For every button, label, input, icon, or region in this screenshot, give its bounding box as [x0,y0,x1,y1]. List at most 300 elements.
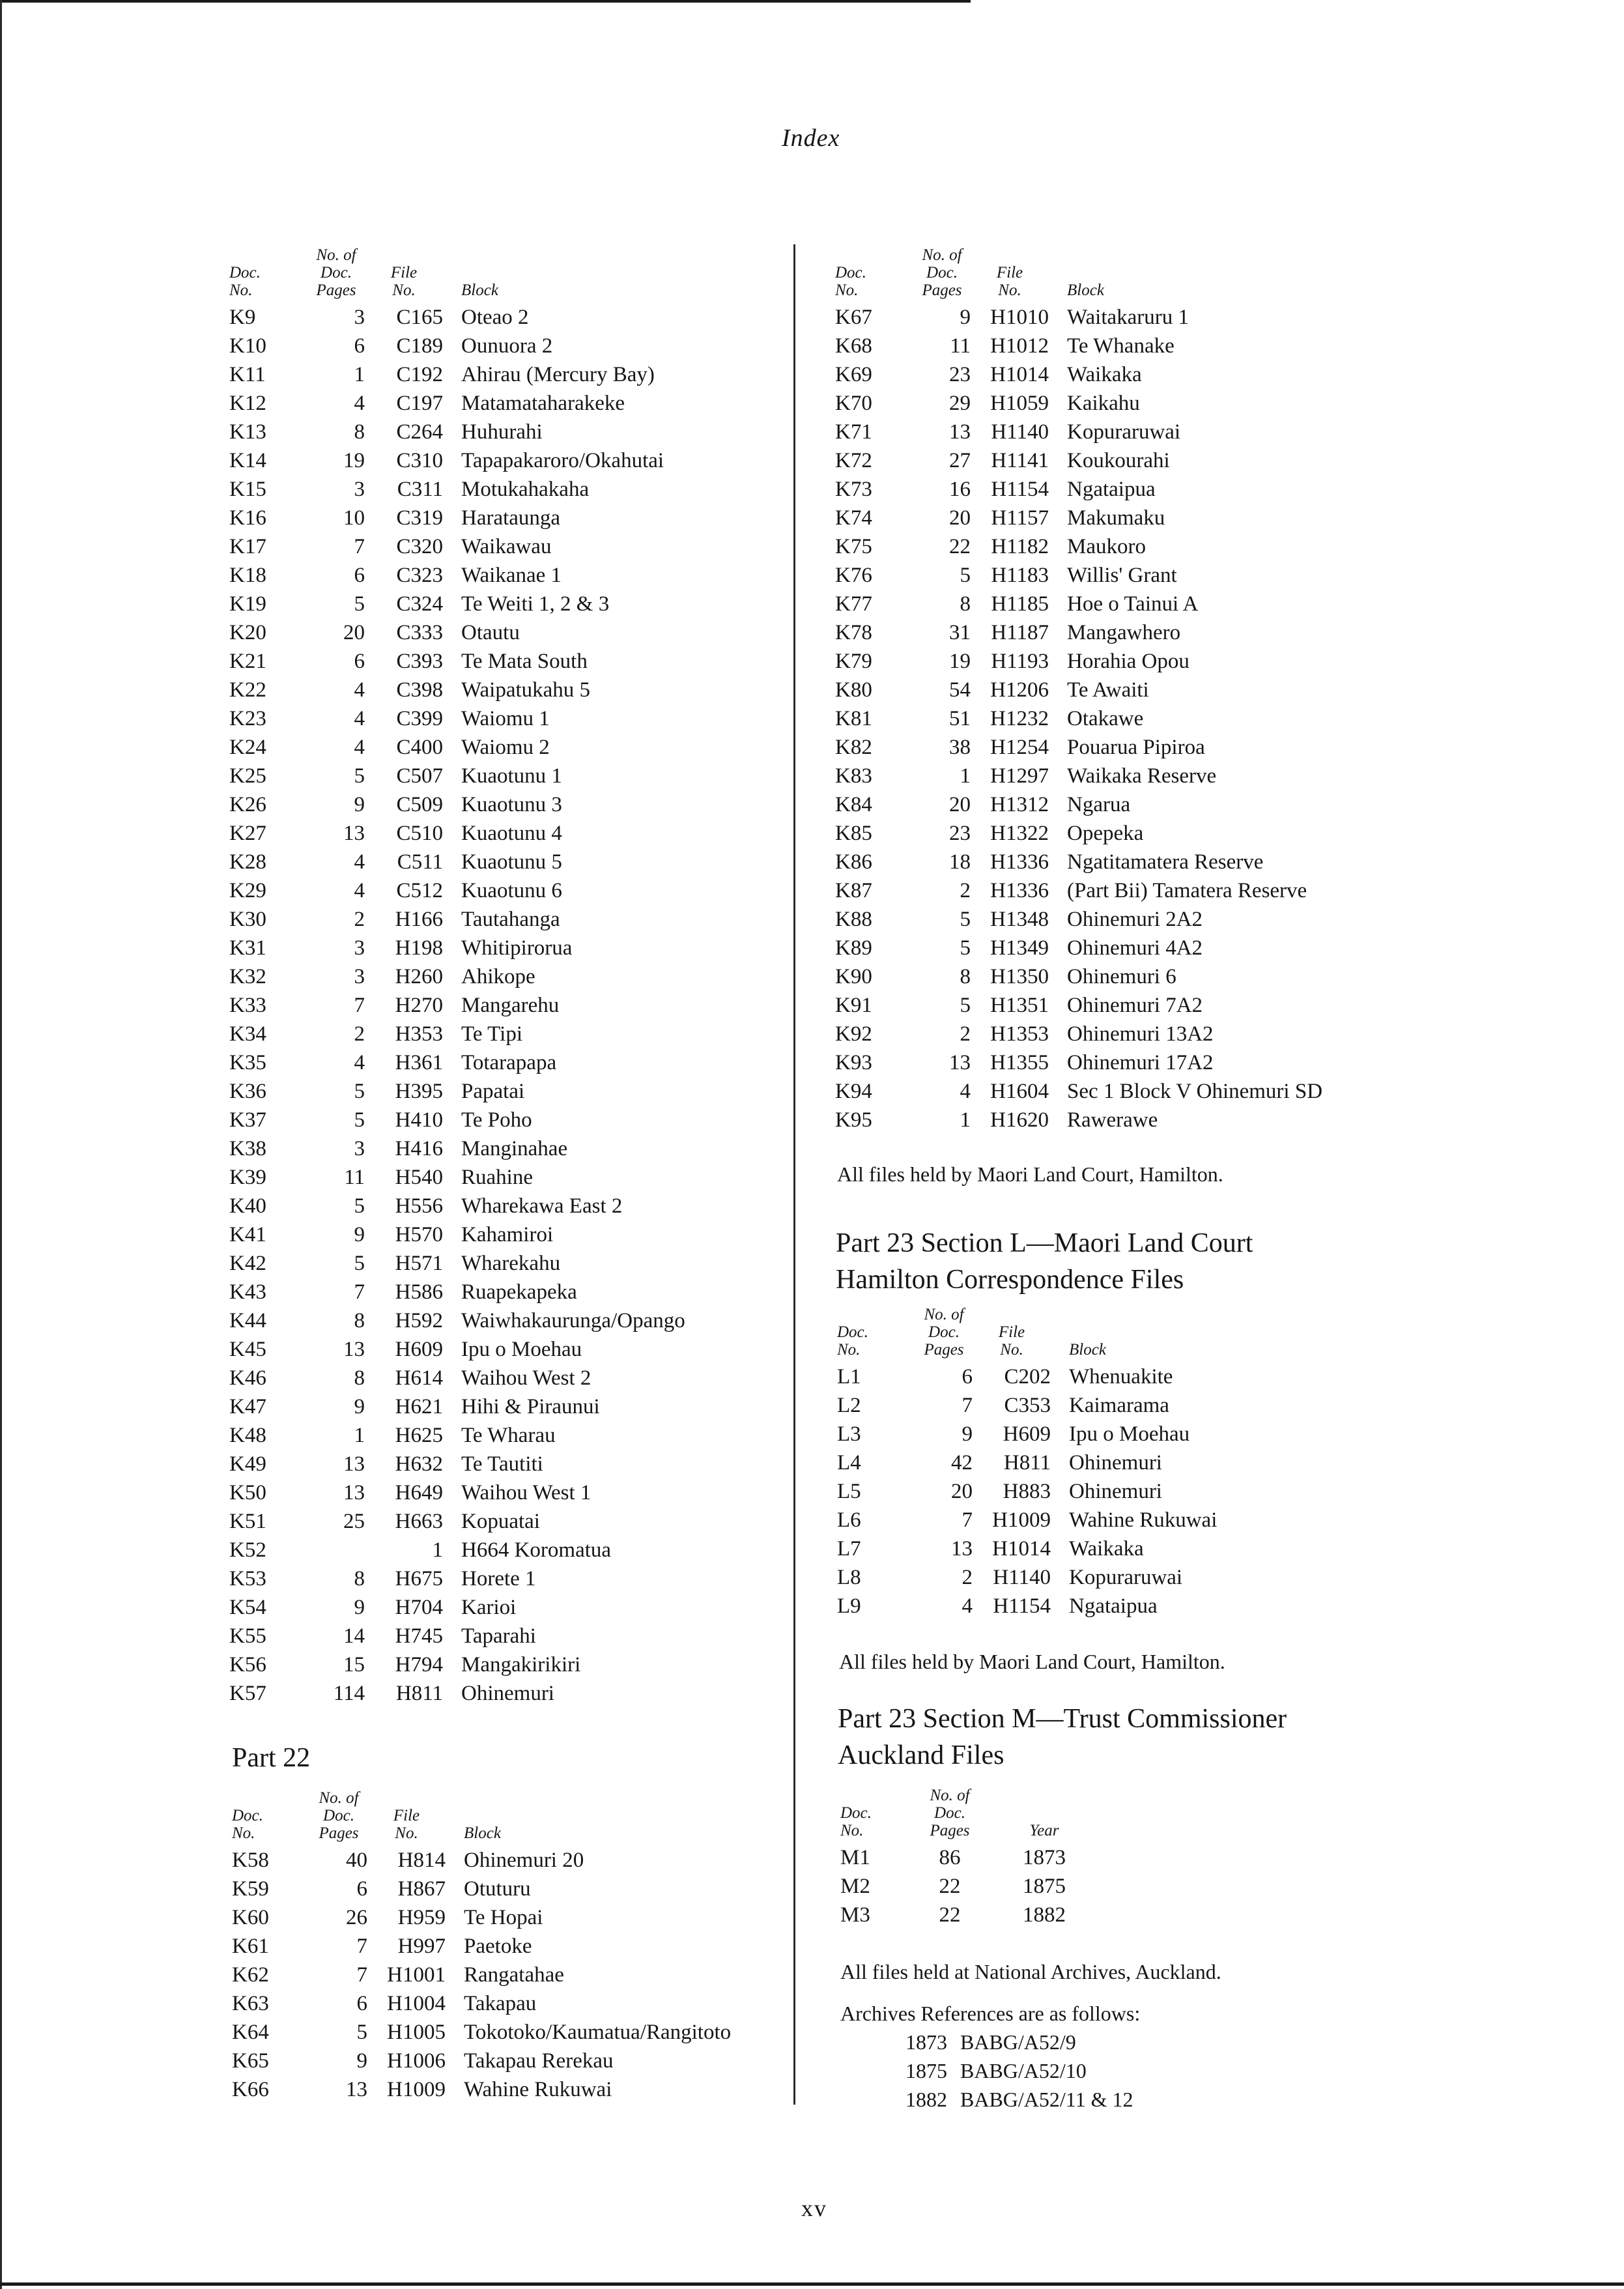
doc-pages: 51 [949,707,971,730]
page-number: xv [801,2195,827,2221]
block-name: Horete 1 [461,1567,536,1591]
left-edge-rule [0,0,2,2289]
column-divider [793,244,795,2105]
doc-pages: 5 [960,936,971,960]
sectionM-header-row [840,1787,1106,1843]
block-name: (Part Bii) Tamatera Reserve [1067,879,1307,902]
table-row [232,1875,770,1903]
doc-pages: 13 [343,822,365,845]
file-number: H959 [397,1906,446,1929]
table-row [229,1077,735,1106]
doc-number: K49 [229,1452,266,1476]
block-name: Mangawhero [1067,621,1181,644]
doc-pages: 5 [354,1252,365,1275]
pages-header-line1: No. of [930,1787,970,1804]
table-row [835,762,1380,790]
table-row [835,1077,1380,1106]
page-title: Index [782,124,840,152]
doc-number: K74 [835,506,872,530]
doc-pages: 5 [354,592,365,616]
block-name: Huhurahi [461,420,543,444]
file-number: C399 [396,707,443,730]
doc-pages: 22 [949,535,971,558]
block-name: Taparahi [461,1624,536,1648]
table-row [835,1106,1380,1134]
file-number: H556 [395,1194,443,1218]
block-name: Ahikope [461,965,535,988]
table-row [837,1563,1343,1592]
doc-number: K47 [229,1395,266,1418]
doc-pages: 22 [939,1875,961,1898]
block-name: Hihi & Piraunui [461,1395,600,1418]
file-no-header [971,246,1049,303]
table-row [835,561,1380,590]
doc-number: K52 [229,1538,266,1562]
doc-number: K32 [229,965,266,988]
doc-number: K15 [229,478,266,501]
pages-header-line1: No. of [319,1789,359,1807]
file-number: H1185 [991,592,1049,616]
block-name: Motukahakaha [461,478,590,501]
block-name: Mangakirikiri [461,1653,581,1677]
file-number: H1322 [990,822,1049,845]
doc-pages: 7 [356,1963,367,1987]
sectionM-heading-line1: Part 23 Section M—Trust Commissioner [838,1704,1287,1734]
block-name: Te Mata South [461,650,588,673]
table-row [837,1420,1343,1448]
doc-number: K79 [835,650,872,673]
doc-header-line1: Doc. [232,1807,263,1824]
table-row [229,676,735,704]
file-number: H625 [395,1424,443,1447]
doc-pages: 11 [950,334,971,358]
block-name: Takapau [464,1992,537,2015]
doc-number: K55 [229,1624,266,1648]
block-name: Waipatukahu 5 [461,678,591,702]
file-number: H1154 [991,478,1049,501]
table-row [835,819,1380,848]
table-row [835,1020,1380,1048]
doc-number: K12 [229,392,266,415]
archives-reference-list [905,2028,1133,2114]
block-name: Takapau Rerekau [464,2049,614,2073]
pages-header-line2: Doc. [926,264,958,281]
doc-pages: 27 [949,449,971,472]
table-row [835,446,1380,475]
doc-header-line1: Doc. [835,264,866,281]
table-row [229,360,735,389]
doc-number: K92 [835,1022,872,1046]
part22-heading: Part 22 [232,1743,311,1773]
file-number: H410 [395,1108,443,1132]
file-number: H166 [395,908,443,931]
doc-pages: 4 [354,879,365,902]
file-number: H997 [397,1935,446,1958]
block-name: Kopuraruwai [1067,420,1181,444]
doc-number: K29 [229,879,266,902]
doc-pages: 9 [354,1223,365,1246]
file-number: H614 [395,1366,443,1390]
doc-pages: 9 [960,306,971,329]
doc-number: K62 [232,1963,269,1987]
block-name: Ohinemuri [461,1682,554,1705]
doc-pages: 3 [354,965,365,988]
table-row [835,504,1380,532]
doc-number: K17 [229,535,266,558]
file-number: C165 [396,306,443,329]
block-name: Ohinemuri 4A2 [1067,936,1203,960]
table-row [837,1477,1343,1506]
doc-pages-header [915,1306,973,1362]
table-row [835,962,1380,991]
doc-number: K78 [835,621,872,644]
doc-number: K61 [232,1935,269,1958]
block-name: Paetoke [464,1935,532,1958]
file-header-line2: No. [1000,1341,1023,1359]
block-name: Waikawau [461,535,552,558]
file-number: H609 [1003,1422,1051,1446]
file-number: H1009 [992,1508,1051,1532]
file-number: H592 [395,1309,443,1332]
doc-pages-header [310,1789,367,1846]
file-number: H198 [395,936,443,960]
doc-pages: 6 [356,1877,367,1901]
year-header-label: Year [1029,1822,1059,1839]
block-name: Harataunga [461,506,561,530]
doc-number: K13 [229,420,266,444]
table-row [229,618,735,647]
block-name: Oteao 2 [461,306,529,329]
table-row [229,1306,735,1335]
header-row [837,1306,1343,1362]
block-name: Waihou West 2 [461,1366,591,1390]
file-header-line2: No. [392,281,416,299]
block-name: Pouarua Pipiroa [1067,736,1205,759]
doc-number: K69 [835,363,872,386]
doc-number: L2 [837,1394,861,1417]
doc-number: K86 [835,850,872,874]
doc-pages: 20 [343,621,365,644]
block-name: Whitipirorua [461,936,573,960]
archives-year: 1882 [905,2088,947,2111]
doc-pages: 4 [354,707,365,730]
doc-pages: 14 [343,1624,365,1648]
block-name: Maukoro [1067,535,1146,558]
table-row [229,1048,735,1077]
sectionM-table [840,1787,1106,1929]
doc-pages: 42 [951,1451,973,1475]
doc-number: K25 [229,764,266,788]
doc-pages: 29 [949,392,971,415]
table-row [229,934,735,962]
doc-number: L3 [837,1422,861,1446]
doc-number: K30 [229,908,266,931]
doc-pages: 25 [343,1510,365,1533]
file-number: C323 [396,564,443,587]
archives-reference [905,2085,1133,2114]
file-number: H1141 [991,449,1049,472]
pages-header-line3: Pages [922,281,962,299]
file-number: H621 [395,1395,443,1418]
table-row [229,733,735,762]
file-number: H1140 [993,1566,1051,1589]
table-row [232,1932,770,1961]
doc-pages: 23 [949,363,971,386]
table-row [229,504,735,532]
doc-number: K57 [229,1682,266,1705]
year: 1873 [1023,1846,1066,1869]
doc-pages [307,1536,365,1564]
doc-number: K80 [835,678,872,702]
doc-number: K43 [229,1280,266,1304]
year: 1882 [1023,1903,1066,1927]
doc-no-header [835,246,913,303]
doc-pages: 20 [949,506,971,530]
doc-pages: 31 [949,621,971,644]
block-name: Ipu o Moehau [1069,1422,1190,1446]
block-name: Ipu o Moehau [461,1338,582,1361]
table-row [229,1163,735,1192]
table-row [229,647,735,676]
block-name: Totarapapa [461,1051,557,1074]
doc-number: K26 [229,793,266,816]
table-row [229,1192,735,1220]
block-header [1049,246,1380,303]
doc-header-line2: No. [835,281,859,299]
file-number: H1349 [990,936,1049,960]
doc-number: K81 [835,707,872,730]
table-row [837,1592,1343,1620]
table-row [232,1846,770,1875]
table-row [229,905,735,934]
doc-pages: 9 [354,1596,365,1619]
table-row [835,991,1380,1020]
block-name: Waihou West 1 [461,1481,591,1504]
doc-number: K88 [835,908,872,931]
doc-number: K87 [835,879,872,902]
block-name: Rangatahae [464,1963,564,1987]
block-name: Waiomu 1 [461,707,550,730]
doc-number: K67 [835,306,872,329]
doc-number: K18 [229,564,266,587]
block-name: Te Whanake [1067,334,1175,358]
doc-no-header [232,1789,310,1846]
doc-pages: 7 [356,1935,367,1958]
doc-pages: 7 [962,1508,973,1532]
doc-pages: 18 [949,850,971,874]
doc-number: K21 [229,650,266,673]
bottom-rule [0,2282,1624,2286]
doc-pages: 7 [962,1394,973,1417]
block-name: Kopuatai [461,1510,540,1533]
archives-ref: BABG/A52/9 [960,2030,1076,2054]
doc-pages: 8 [354,1366,365,1390]
block-name: Manginahae [461,1137,568,1160]
file-number: H867 [397,1877,446,1901]
file-number: C320 [396,535,443,558]
file-no-header [973,1306,1051,1362]
doc-pages: 4 [354,1051,365,1074]
table-row [232,2018,770,2047]
table-row [232,2047,770,2075]
pages-header-line2: Doc. [934,1804,965,1822]
doc-pages: 38 [949,736,971,759]
doc-pages: 6 [354,334,365,358]
doc-number: M1 [840,1846,870,1869]
doc-pages: 19 [949,650,971,673]
block-name: Rawerawe [1067,1108,1158,1132]
block-name: Kaimarama [1069,1394,1169,1417]
table-row [835,389,1380,418]
block-header-label: Block [464,1824,501,1842]
doc-number: K75 [835,535,872,558]
table-row [837,1506,1343,1534]
archives-ref: BABG/A52/10 [960,2059,1087,2082]
file-number: H1010 [990,306,1049,329]
block-name: Ohinemuri 2A2 [1067,908,1203,931]
doc-pages: 7 [354,1280,365,1304]
block-name: Kahamiroi [461,1223,554,1246]
block-name: Ohinemuri 7A2 [1067,994,1203,1017]
doc-number: K14 [229,449,266,472]
doc-number: K90 [835,965,872,988]
file-number: H1297 [990,764,1049,788]
doc-pages: 6 [962,1365,973,1389]
table-row [835,848,1380,876]
file-number: H1232 [990,707,1049,730]
block-name: Te Tautiti [461,1452,543,1476]
file-number: H1012 [990,334,1049,358]
file-number: C511 [397,850,443,874]
doc-number: K89 [835,936,872,960]
table-row [229,876,735,905]
file-number: C197 [396,392,443,415]
block-name: Ohinemuri [1069,1480,1162,1503]
archives-year: 1873 [905,2030,947,2054]
file-number: H1006 [387,2049,446,2073]
year: 1875 [1023,1875,1066,1898]
doc-number: K27 [229,822,266,845]
file-number: C507 [396,764,443,788]
doc-number: K24 [229,736,266,759]
table-row [229,1392,735,1421]
block-name: Hoe o Tainui A [1067,592,1199,616]
block-header-label: Block [1069,1341,1106,1359]
doc-pages: 16 [949,478,971,501]
block-name: Kuaotunu 4 [461,822,562,845]
doc-header-line2: No. [229,281,253,299]
block-header [1051,1306,1343,1362]
table-row [229,1335,735,1364]
file-number: H1312 [990,793,1049,816]
table-row [229,1593,735,1622]
doc-number: K72 [835,449,872,472]
table-row [229,762,735,790]
doc-number: K51 [229,1510,266,1533]
top-rule [0,0,971,3]
block-name: Kuaotunu 1 [461,764,562,788]
doc-number: K93 [835,1051,872,1074]
right-table-note: All files held by Maori Land Court, Hamilton. [837,1162,1223,1186]
file-number: H609 [395,1338,443,1361]
doc-number: K40 [229,1194,266,1218]
file-number: 1 [432,1538,443,1562]
file-number: H745 [395,1624,443,1648]
block-name: Wahine Rukuwai [464,2078,612,2101]
file-number: H270 [395,994,443,1017]
index-table-right [835,246,1380,1134]
block-name: Kuaotunu 5 [461,850,562,874]
block-header-label: Block [1067,281,1104,299]
doc-number: K71 [835,420,872,444]
file-number: H1014 [992,1537,1051,1561]
block-name: Waiomu 2 [461,736,550,759]
sectionM-heading [838,1701,1287,1774]
file-number: H1059 [990,392,1049,415]
doc-header-line1: Doc. [840,1804,872,1822]
doc-number: K33 [229,994,266,1017]
table-row [835,676,1380,704]
block-name: Ruahine [461,1166,533,1189]
block-name: Ngarua [1067,793,1131,816]
doc-number: K95 [835,1108,872,1132]
file-number: H1620 [990,1108,1049,1132]
file-number: C202 [1004,1365,1051,1389]
doc-number: K53 [229,1567,266,1591]
table-row [229,1249,735,1278]
doc-pages: 8 [354,1567,365,1591]
doc-number: K22 [229,678,266,702]
table-row [232,1903,770,1932]
doc-number: K44 [229,1309,266,1332]
doc-pages: 1 [354,363,365,386]
block-name: Whenuakite [1069,1365,1173,1389]
doc-header-line1: Doc. [837,1323,868,1341]
table-row [229,532,735,561]
doc-pages: 8 [960,965,971,988]
doc-pages: 26 [346,1906,367,1929]
table-row [229,561,735,590]
file-number: C400 [396,736,443,759]
file-number: H1350 [990,965,1049,988]
block-name: Ounuora 2 [461,334,553,358]
block-name: Te Awaiti [1067,678,1149,702]
archives-intro: Archives References are as follows: [840,2002,1141,2025]
doc-number: K70 [835,392,872,415]
file-number: H814 [397,1849,446,1872]
table-row [232,1961,770,1989]
block-name: Te Tipi [461,1022,522,1046]
doc-pages: 3 [354,306,365,329]
block-name: Makumaku [1067,506,1165,530]
table-row [835,733,1380,762]
block-name: Te Hopai [464,1906,543,1929]
block-name: Ohinemuri 13A2 [1067,1022,1214,1046]
file-number: C393 [396,650,443,673]
doc-number: L4 [837,1451,861,1475]
doc-pages: 2 [960,1022,971,1046]
table-row [229,1564,735,1593]
file-number: C512 [396,879,443,902]
file-number: H361 [395,1051,443,1074]
file-number: H353 [395,1022,443,1046]
doc-pages: 20 [949,793,971,816]
file-number: H571 [395,1252,443,1275]
file-number: H1140 [991,420,1049,444]
doc-number: K77 [835,592,872,616]
table-row [229,1507,735,1536]
doc-pages: 7 [354,535,365,558]
